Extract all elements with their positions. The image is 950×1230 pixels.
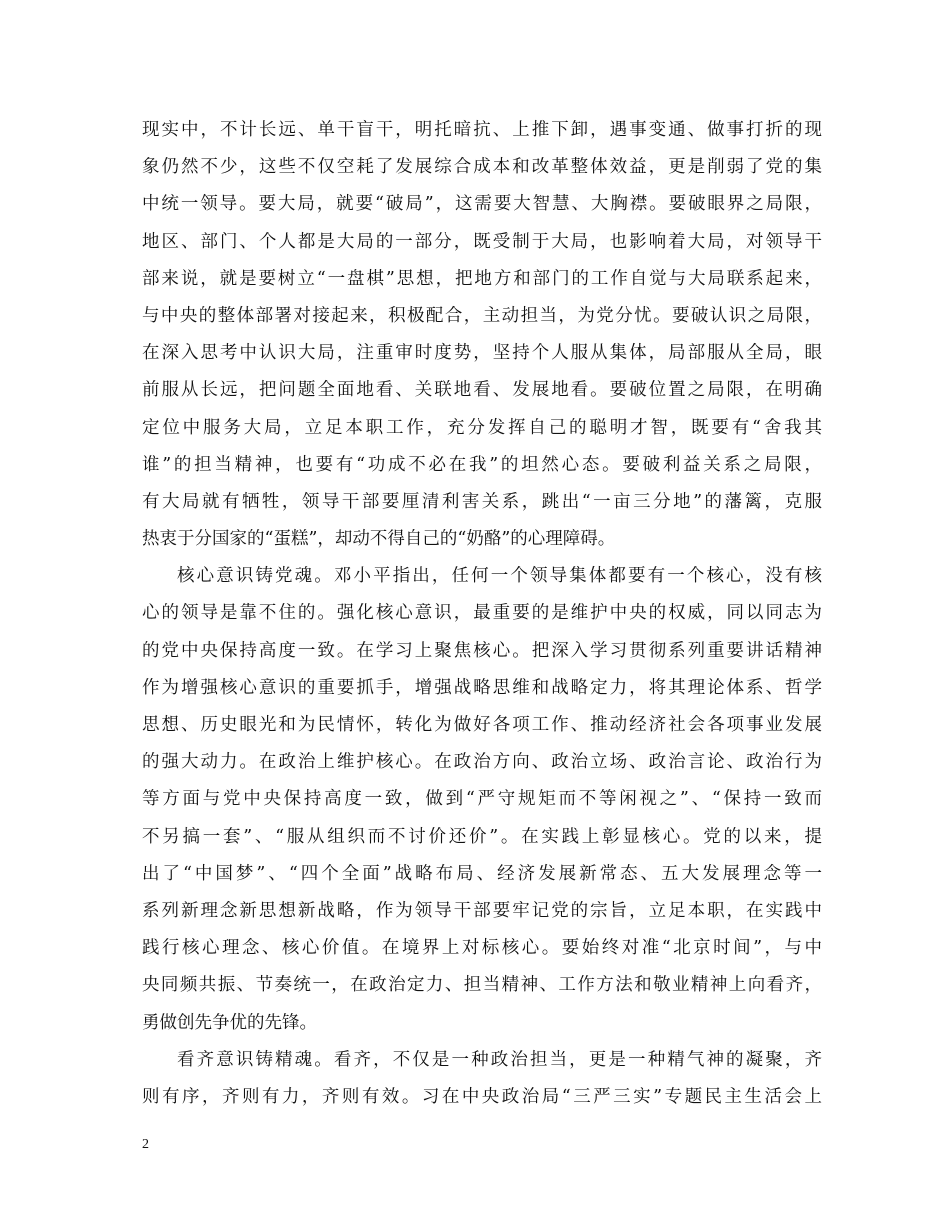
text-line: 央同频共振、节奏统一，在政治定力、担当精神、工作方法和敬业精神上向看齐， (142, 975, 822, 996)
text-line: 与中央的整体部署对接起来，积极配合，主动担当，为党分忧。要破认识之局限， (142, 305, 822, 326)
text-line: 出了“中国梦”、“四个全面”战略布局、经济发展新常态、五大发展理念等一 (142, 863, 822, 884)
text-line: 的党中央保持高度一致。在学习上聚焦核心。把深入学习贯彻系列重要讲话精神 (142, 640, 822, 661)
text-line: 有大局就有牺牲，领导干部要厘清利害关系，跳出“一亩三分地”的藩篱，克服 (142, 491, 822, 512)
text-line: 的强大动力。在政治上维护核心。在政治方向、政治立场、政治言论、政治行为 (142, 752, 822, 773)
text-line: 前服从长远，把问题全面地看、关联地看、发展地看。要破位置之局限，在明确 (142, 380, 822, 401)
text-line: 作为增强核心意识的重要抓手，增强战略思维和战略定力，将其理论体系、哲学 (142, 677, 822, 698)
text-line: 则有序，齐则有力，齐则有效。习在中央政治局“三严三实”专题民主生活会上 (142, 1086, 822, 1107)
text-line: 不另搞一套”、“服从组织而不讨价还价”。在实践上彰显核心。党的以来，提 (142, 826, 822, 847)
text-line: 心的领导是靠不住的。强化核心意识，最重要的是维护中央的权威，同以同志为 (142, 603, 822, 624)
text-line: 部来说，就是要树立“一盘棋”思想，把地方和部门的工作自觉与大局联系起来， (142, 268, 822, 289)
text-line: 思想、历史眼光和为民情怀，转化为做好各项工作、推动经济社会各项事业发展 (142, 715, 822, 735)
text-line: 谁”的担当精神，也要有“功成不必在我”的坦然心态。要破利益关系之局限， (142, 454, 822, 475)
text-line: 等方面与党中央保持高度一致，做到“严守规矩而不等闲视之”、“保持一致而 (142, 789, 822, 810)
text-line: 系列新理念新思想新战略，作为领导干部要牢记党的宗旨，立足本职，在实践中 (142, 900, 822, 921)
body-text (142, 112, 822, 1116)
text-line: 中统一领导。要大局，就要“破局”，这需要大智慧、大胸襟。要破眼界之局限， (142, 194, 822, 215)
text-line: 定位中服务大局，立足本职工作，充分发挥自己的聪明才智，既要有“舍我其 (142, 417, 822, 438)
text-line: 热衷于分国家的“蛋糕”，却动不得自己的“奶酪”的心理障碍。 (142, 529, 616, 550)
text-line: 勇做创先争优的先锋。 (142, 1012, 317, 1033)
text-line: 在深入思考中认识大局，注重审时度势，坚持个人服从集体，局部服从全局，眼 (142, 343, 822, 364)
text-line: 地区、部门、个人都是大局的一部分，既受制于大局，也影响着大局，对领导干 (142, 231, 822, 252)
text-line: 看齐意识铸精魂。看齐，不仅是一种政治担当，更是一种精气神的凝聚，齐 (177, 1049, 822, 1070)
text-line: 践行核心理念、核心价值。在境界上对标核心。要始终对准“北京时间”，与中 (142, 938, 822, 959)
page-number: 2 (142, 1137, 149, 1152)
text-line: 核心意识铸党魂。邓小平指出，任何一个领导集体都要有一个核心，没有核 (177, 566, 822, 587)
text-line: 现实中，不计长远、单干盲干，明托暗抗、上推下卸，遇事变通、做事打折的现 (142, 120, 822, 140)
text-line: 象仍然不少，这些不仅空耗了发展综合成本和改革整体效益，更是削弱了党的集 (142, 157, 822, 178)
